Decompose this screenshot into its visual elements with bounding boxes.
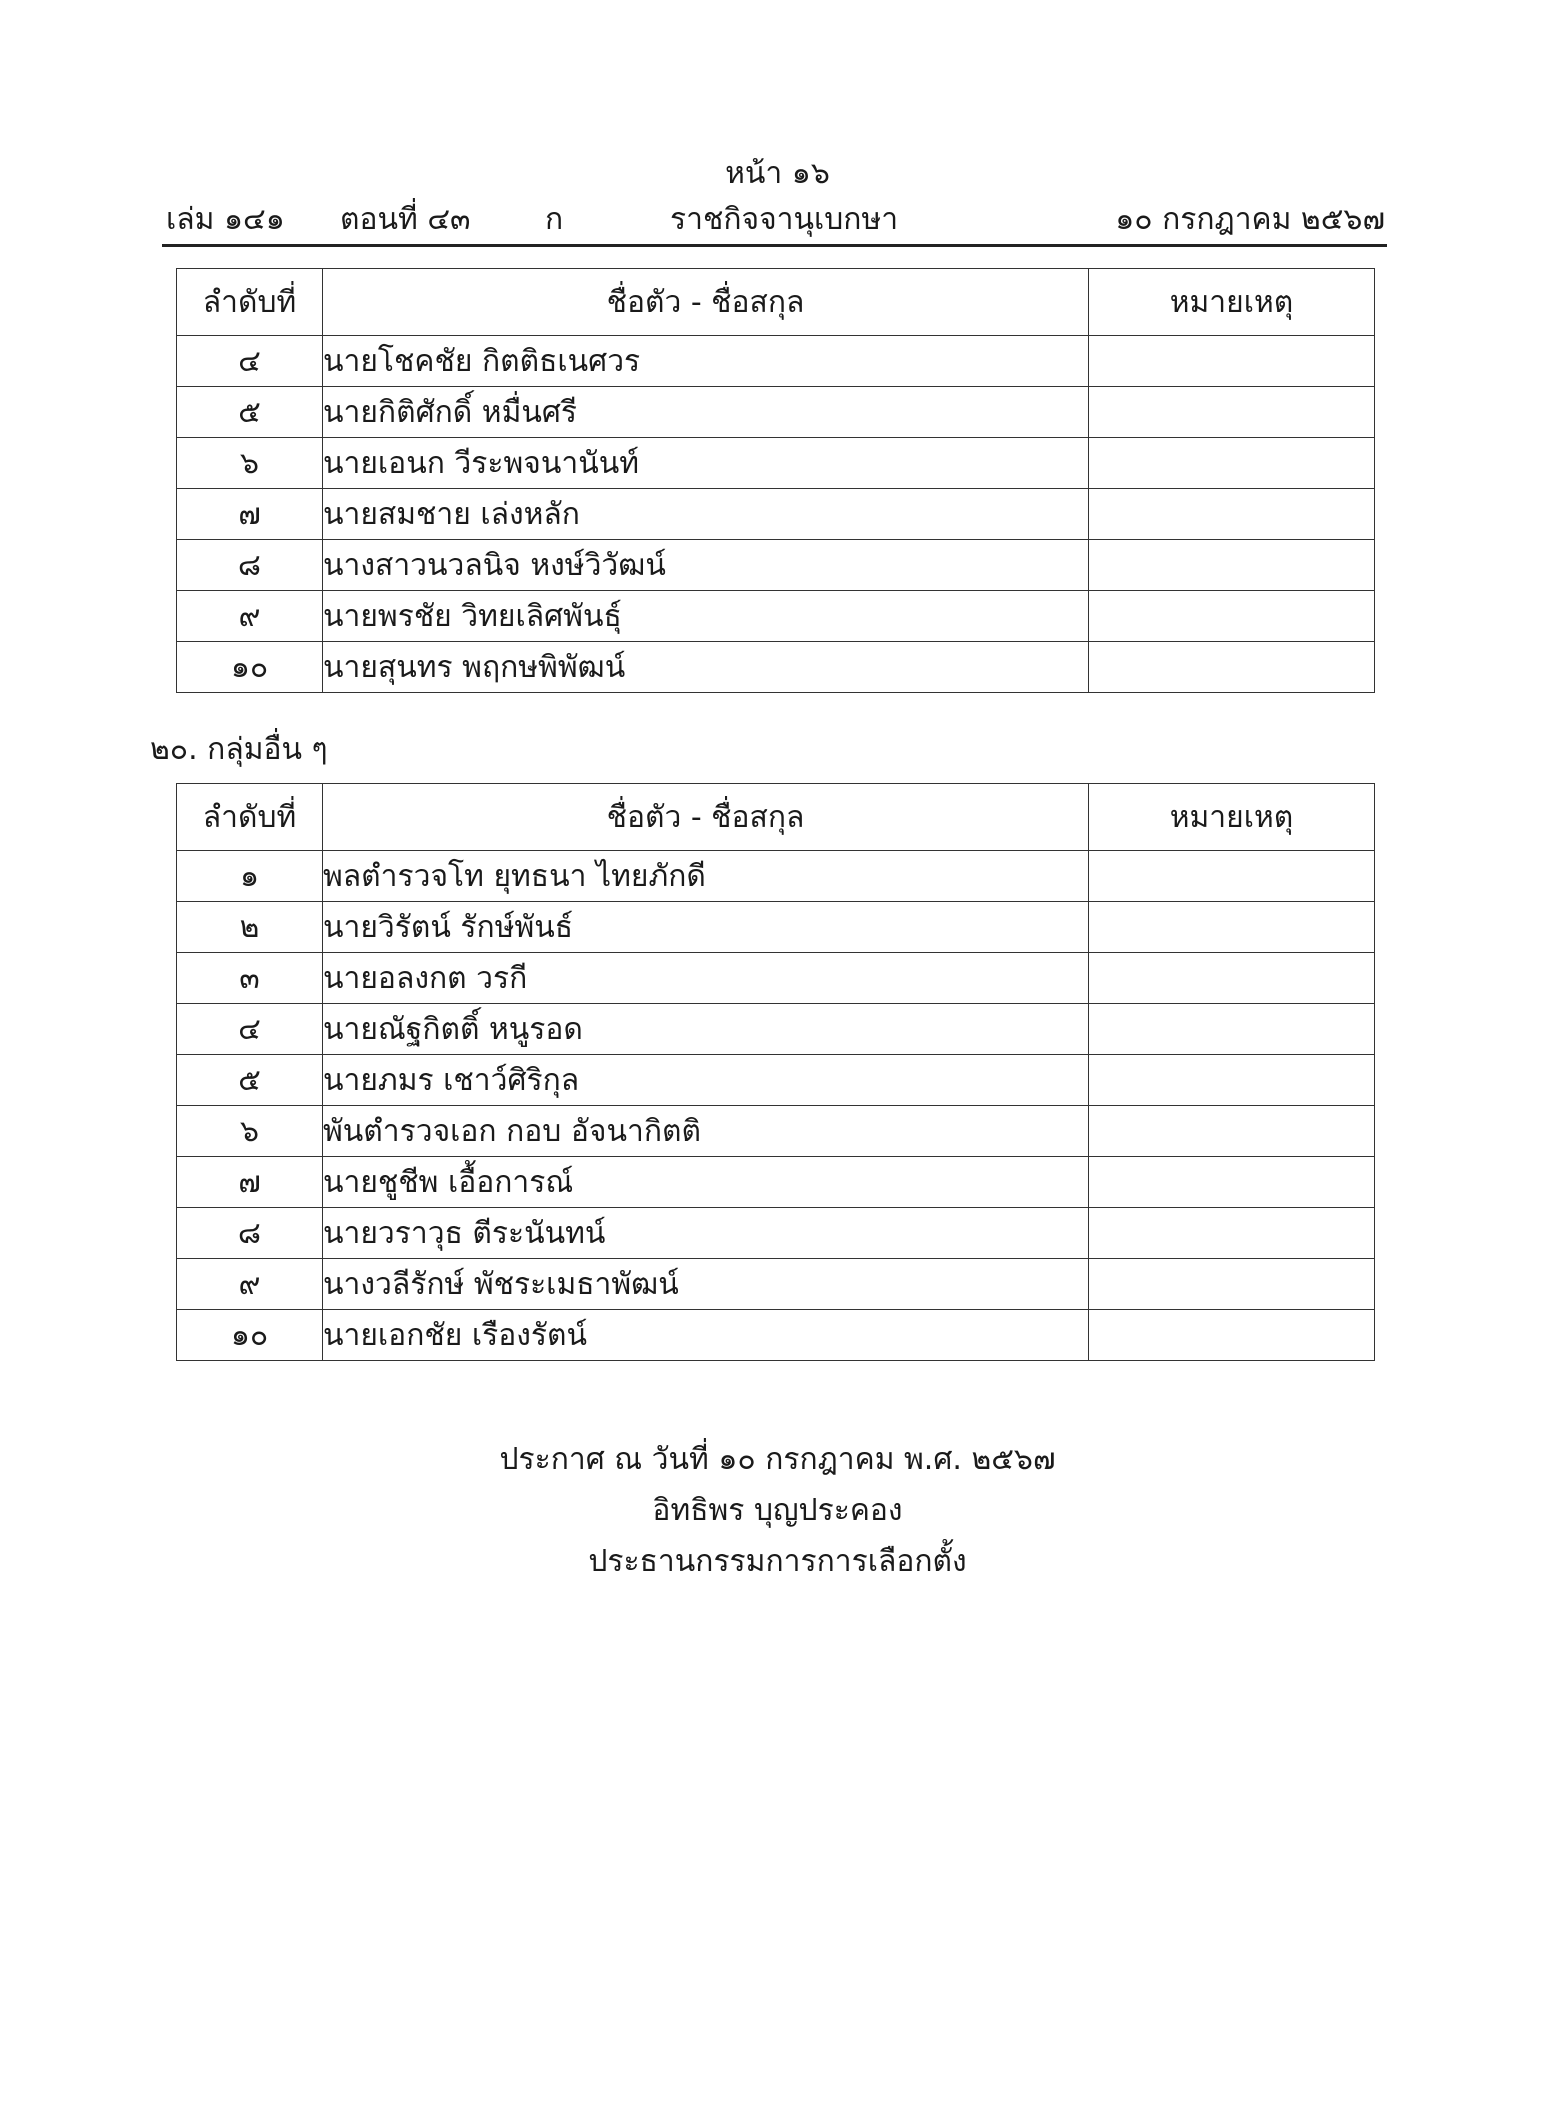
- table-row: [177, 1259, 1375, 1310]
- row-number: ๙: [177, 1259, 323, 1310]
- table-row: [177, 1310, 1375, 1361]
- column-header-name: ชื่อตัว - ชื่อสกุล: [323, 269, 1089, 336]
- header-rule: [162, 244, 1387, 247]
- row-name: นายเอนก วีระพจนานันท์: [323, 438, 1089, 489]
- row-number: ๙: [177, 591, 323, 642]
- row-name: นายวราวุธ ตีระนันทน์: [323, 1208, 1089, 1259]
- row-number: ๑: [177, 851, 323, 902]
- row-number: ๖: [177, 1106, 323, 1157]
- column-header-number: ลำดับที่: [177, 269, 323, 336]
- publication-name: ราชกิจจานุเบกษา: [670, 202, 899, 237]
- row-number: ๑๐: [177, 1310, 323, 1361]
- row-name: นายณัฐกิตติ์ หนูรอด: [323, 1004, 1089, 1055]
- row-name: พลตำรวจโท ยุทธนา ไทยภักดี: [323, 851, 1089, 902]
- row-remarks: [1089, 1157, 1375, 1208]
- row-remarks: [1089, 540, 1375, 591]
- row-number: ๕: [177, 1055, 323, 1106]
- table-row: [177, 902, 1375, 953]
- row-remarks: [1089, 1208, 1375, 1259]
- row-name: นายพรชัย วิทยเลิศพันธุ์: [323, 591, 1089, 642]
- row-name: นางสาวนวลนิจ หงษ์วิวัฒน์: [323, 540, 1089, 591]
- table-row: [177, 540, 1375, 591]
- column-header-remarks: หมายเหตุ: [1089, 269, 1375, 336]
- row-name: นายเอกชัย เรืองรัตน์: [323, 1310, 1089, 1361]
- page-number: หน้า ๑๖: [725, 156, 830, 191]
- table-row: [177, 438, 1375, 489]
- column-header-number: ลำดับที่: [177, 784, 323, 851]
- row-remarks: [1089, 336, 1375, 387]
- candidate-table-1: [176, 268, 1375, 693]
- row-number: ๗: [177, 1157, 323, 1208]
- row-number: ๑๐: [177, 642, 323, 693]
- row-name: นายชูชีพ เอื้อการณ์: [323, 1157, 1089, 1208]
- row-name: นางวลีรักษ์ พัชระเมธาพัฒน์: [323, 1259, 1089, 1310]
- row-remarks: [1089, 953, 1375, 1004]
- row-remarks: [1089, 1004, 1375, 1055]
- row-remarks: [1089, 489, 1375, 540]
- row-number: ๘: [177, 1208, 323, 1259]
- signatory-name: อิทธิพร บุญประคอง: [652, 1493, 903, 1528]
- row-number: ๓: [177, 953, 323, 1004]
- table-header-row: [177, 269, 1375, 336]
- row-remarks: [1089, 851, 1375, 902]
- row-remarks: [1089, 642, 1375, 693]
- row-number: ๘: [177, 540, 323, 591]
- row-remarks: [1089, 1259, 1375, 1310]
- column-header-name: ชื่อตัว - ชื่อสกุล: [323, 784, 1089, 851]
- table-row: [177, 591, 1375, 642]
- row-remarks: [1089, 1106, 1375, 1157]
- row-name: พันตำรวจเอก กอบ อัจนากิตติ: [323, 1106, 1089, 1157]
- row-name: นายสุนทร พฤกษพิพัฒน์: [323, 642, 1089, 693]
- table-row: [177, 387, 1375, 438]
- table-row: [177, 1157, 1375, 1208]
- row-name: นายวิรัตน์ รักษ์พันธ์: [323, 902, 1089, 953]
- row-number: ๕: [177, 387, 323, 438]
- table-row: [177, 1055, 1375, 1106]
- row-name: นายภมร เชาว์ศิริกุล: [323, 1055, 1089, 1106]
- row-name: นายอลงกต วรกี: [323, 953, 1089, 1004]
- announcement-date: ประกาศ ณ วันที่ ๑๐ กรกฎาคม พ.ศ. ๒๕๖๗: [499, 1442, 1056, 1477]
- row-name: นายกิติศักดิ์ หมื่นศรี: [323, 387, 1089, 438]
- issue-section: ก: [545, 202, 564, 237]
- row-remarks: [1089, 387, 1375, 438]
- table-row: [177, 1004, 1375, 1055]
- table-header-row: [177, 784, 1375, 851]
- row-remarks: [1089, 1055, 1375, 1106]
- signatory-position: ประธานกรรมการการเลือกตั้ง: [588, 1544, 967, 1579]
- table-row: [177, 489, 1375, 540]
- table-row: [177, 1208, 1375, 1259]
- table-row: [177, 336, 1375, 387]
- row-name: นายโชคชัย กิตติธเนศวร: [323, 336, 1089, 387]
- volume-number: เล่ม ๑๔๑: [166, 202, 285, 237]
- column-header-remarks: หมายเหตุ: [1089, 784, 1375, 851]
- row-name: นายสมชาย เล่งหลัก: [323, 489, 1089, 540]
- row-remarks: [1089, 1310, 1375, 1361]
- issue-number: ตอนที่ ๔๓: [340, 202, 471, 237]
- table-row: [177, 642, 1375, 693]
- row-remarks: [1089, 902, 1375, 953]
- candidate-table-2: [176, 783, 1375, 1361]
- table-row: [177, 851, 1375, 902]
- row-number: ๔: [177, 336, 323, 387]
- publication-date: ๑๐ กรกฎาคม ๒๕๖๗: [1115, 202, 1385, 237]
- row-remarks: [1089, 591, 1375, 642]
- row-number: ๖: [177, 438, 323, 489]
- row-remarks: [1089, 438, 1375, 489]
- row-number: ๔: [177, 1004, 323, 1055]
- table-row: [177, 1106, 1375, 1157]
- section-title-other-groups: ๒๐. กลุ่มอื่น ๆ: [150, 732, 328, 767]
- row-number: ๗: [177, 489, 323, 540]
- table-row: [177, 953, 1375, 1004]
- row-number: ๒: [177, 902, 323, 953]
